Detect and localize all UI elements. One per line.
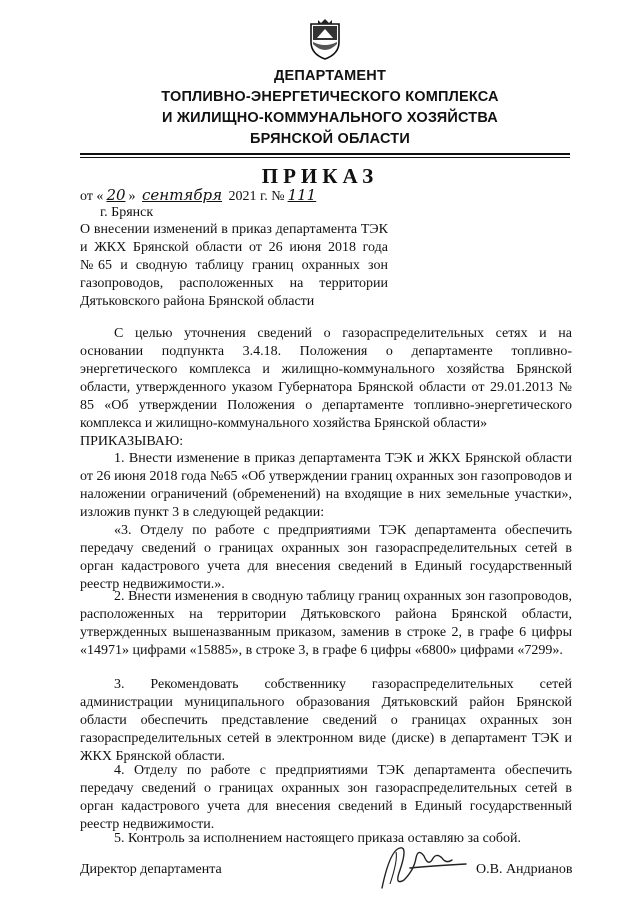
order-subject: О внесении изменений в приказ департамента ТЭК и ЖКХ Брянской области от 26 июня 2018 года №65 и сводную таблицу границ охранных зон газопроводов, расположенных на территории Дятьковского района Брянской области <box>80 222 388 309</box>
item-2: 2. Внести изменения в сводную таблицу границ охранных зон газопроводов, расположенных на территории Дятьковского района Брянской области, утвержденных вышеназванным приказом, заменив в строке 2, в графе 6 цифры «14971» цифрами «15885», в строке 3, в графе 6 цифры «6800» цифрами «7299». <box>80 589 572 658</box>
header-line-4: БРЯНСКОЙ ОБЛАСТИ <box>250 131 410 147</box>
coat-of-arms-icon <box>303 18 347 62</box>
document-title: ПРИКАЗ <box>261 164 379 188</box>
date-day: 20 <box>106 186 126 204</box>
preamble: С целью уточнения сведений о газораспределительных сетях и на основании подпункта 3.4.18. Положения о департаменте топливно-энергетического комплекса и жилищно-коммунального хозяйства Брянской области, утвержденного указом Губернатора Брянской области от 29.01.2013 № 85 «Об утверждении Положения о департаменте топливно-энергетического комплекса и жилищно-коммунального хозяйства Брянской области» <box>80 326 572 431</box>
date-month: сентября <box>142 186 223 204</box>
date-prefix: от « <box>80 189 104 204</box>
date-year: 2021 г. № <box>225 189 285 204</box>
item-5: 5. Контроль за исполнением настоящего приказа оставляю за собой. <box>114 831 522 846</box>
item-4: 4. Отделу по работе с предприятиями ТЭК департамента обеспечить передачу сведений о границах охранных зон газораспределительных сетей в орган кадастрового учета для внесения сведений в Единый государственный реестр недвижимости. <box>80 763 572 832</box>
city: г. Брянск <box>100 205 154 220</box>
header-divider-thin <box>80 157 570 158</box>
order-word: ПРИКАЗЫВАЮ: <box>80 434 184 449</box>
order-number: 111 <box>287 186 317 204</box>
signatory-name: О.В. Андрианов <box>476 862 573 877</box>
header-line-2: ТОПЛИВНО-ЭНЕРГЕТИЧЕСКОГО КОМПЛЕКСА <box>161 89 499 105</box>
item-1: 1. Внести изменение в приказ департамента ТЭК и ЖКХ Брянской области от 26 июня 2018 года №65 «Об утверждении границ охранных зон газопроводов и наложении ограничений (обременений) на входящие в них земельные участки», изложив пункт 3 в следующей редакции: <box>80 451 572 520</box>
signature-position: Директор департамента <box>80 862 222 877</box>
header-line-1: ДЕПАРТАМЕНТ <box>273 68 387 84</box>
header-line-3: И ЖИЛИЩНО-КОММУНАЛЬНОГО ХОЗЯЙСТВА <box>162 110 498 126</box>
handwritten-signature <box>370 840 470 895</box>
item-1-quote: «3. Отделу по работе с предприятиями ТЭК департамента обеспечить передачу сведений о границах охранных зон газораспределительных сетей в орган кадастрового учета для внесения сведений в Единый государственный реестр недвижимости.». <box>80 523 572 592</box>
date-mid: » <box>128 189 140 204</box>
item-3: 3. Рекомендовать собственнику газораспределительных сетей администрации муниципального образования Дятьковский район Брянской области обеспечить представление сведений о границах охранных зон газораспределительных сетей в электронном виде (диске) в департамент ТЭК и ЖКХ Брянской области. <box>80 677 572 764</box>
date-line <box>80 186 319 205</box>
department-header <box>80 66 580 150</box>
header-divider-thick <box>80 153 570 155</box>
